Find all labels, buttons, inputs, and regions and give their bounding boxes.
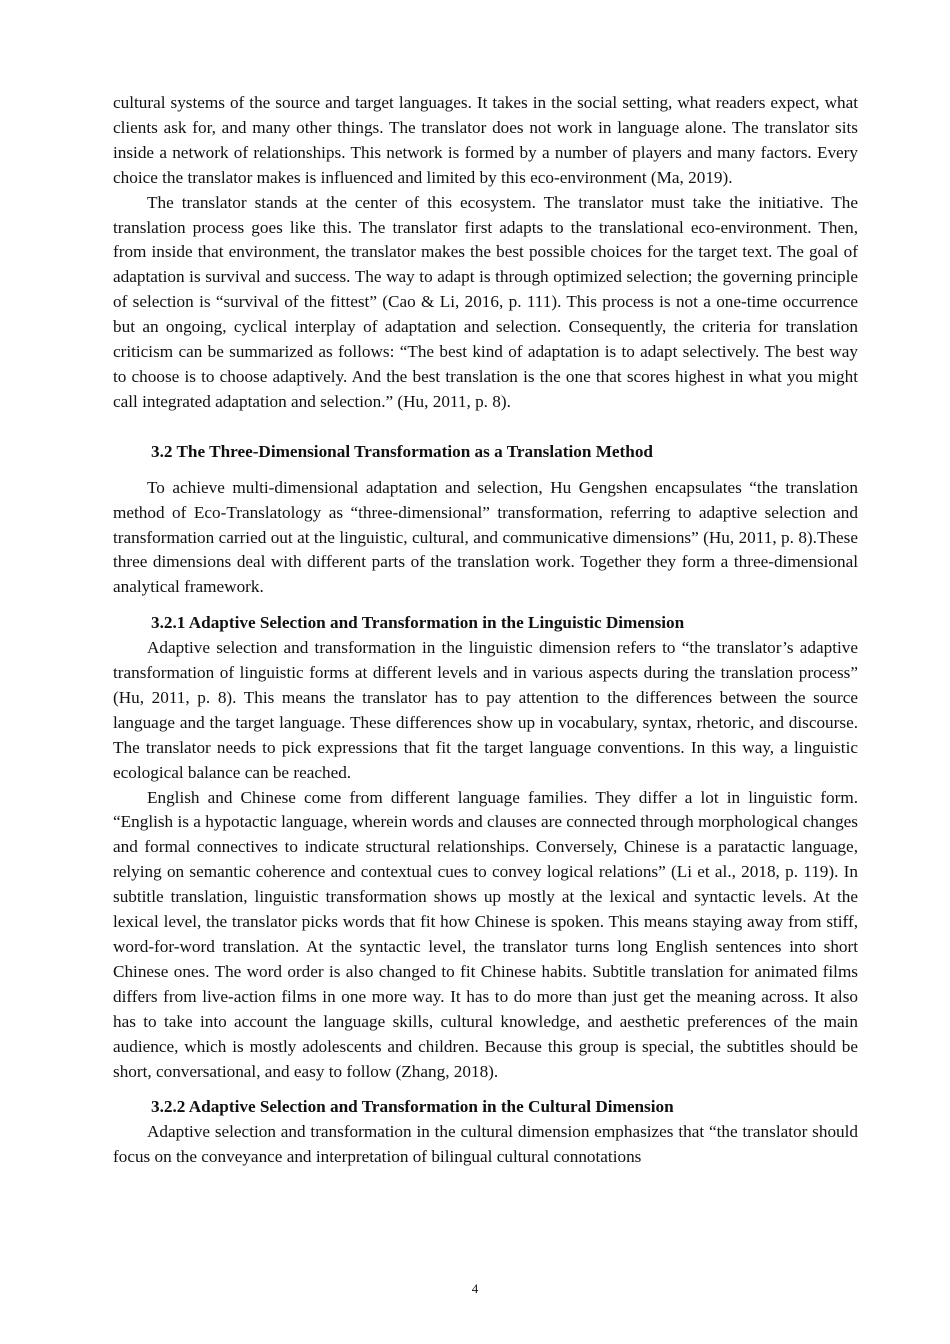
spacer (113, 465, 858, 476)
paragraph-cultural-dimension: Adaptive selection and transformation in the cultural dimension emphasizes that “the translator should focus on the conveyance and interpretation of bilingual cultural connotations (113, 1122, 858, 1167)
paragraph-three-dimensional: To achieve multi-dimensional adaptation and selection, Hu Gengshen encapsulates “the translation method of Eco-Translatology as “three-dimensional” transformation, referring to adaptive selection and transformation carried out at the linguistic, cultural, and communicative dimensions” (Hu, 2011, p. 8).These three dimensions deal with different parts of the translation work. Together they form a three-dimensional analytical framework. (113, 477, 858, 597)
section-heading-3-2: 3.2 The Three-Dimensional Transformation as a Translation Method (151, 441, 653, 461)
paragraph-linguistic-dimension: Adaptive selection and transformation in the linguistic dimension refers to “the translator’s adaptive transformation of linguistic forms at different levels and in various aspects during the translation process” (Hu, 2011, p. 8). This means the translator has to pay attention to the differences between the source language and the target language. These differences show up in vocabulary, syntax, rhetoric, and discourse. The translator needs to pick expressions that fit the target language conventions. In this way, a linguistic ecological balance can be reached. (113, 638, 858, 782)
spacer (113, 1084, 858, 1095)
section-heading-3-2-2: 3.2.2 Adaptive Selection and Transformation in the Cultural Dimension (151, 1097, 674, 1117)
paragraph-english-chinese: English and Chinese come from different language families. They differ a lot in linguistic form. “English is a hypotactic language, wherein words and clauses are connected through morphological changes and formal connectives to indicate structural relationships. Conversely, Chinese is a paratactic language, relying on semantic coherence and contextual cues to convey logical relations” (Li et al., 2018, p. 119). In subtitle translation, linguistic transformation shows up mostly at the lexical and syntactic levels. At the lexical level, the translator picks words that fit how Chinese is spoken. This means staying away from stiff, word-for-word translation. At the syntactic level, the translator turns long English sentences into short Chinese ones. The word order is also changed to fit Chinese habits. Subtitle translation for animated films differs from live-action films in one more way. It has to do more than just get the meaning across. It also has to take into account the language skills, cultural knowledge, and aesthetic preferences of the main audience, which is mostly adolescents and children. Because this group is special, the subtitles should be short, conversational, and easy to follow (Zhang, 2018). (113, 787, 858, 1081)
spacer (113, 600, 858, 611)
spacer (113, 415, 858, 440)
page-number: 4 (471, 1281, 479, 1296)
paragraph-eco-environment: cultural systems of the source and target languages. It takes in the social setting, what readers expect, what clients ask for, and many other things. The translator does not work in language alone. The translator sits inside a network of relationships. This network is formed by a number of players and many factors. Every choice the translator makes is influenced and limited by this eco-environment (Ma, 2019). (113, 93, 858, 187)
section-heading-3-2-1: 3.2.1 Adaptive Selection and Transformation in the Linguistic Dimension (151, 613, 685, 633)
paragraph-translator-center: The translator stands at the center of this ecosystem. The translator must take the initiative. The translation process goes like this. The translator first adapts to the translational eco-environment. Then, from inside that environment, the translator makes the best possible choices for the target text. The goal of adaptation is survival and success. The way to adapt is through optimized selection; the governing principle of selection is “survival of the fittest” (Cao & Li, 2016, p. 111). This process is not a one-time occurrence but an ongoing, cyclical interplay of adaptation and selection. Consequently, the criteria for translation criticism can be summarized as follows: “The best kind of adaptation is to adapt selectively. The best way to choose is to choose adaptively. And the best translation is the one that scores highest in what you might call integrated adaptation and selection.” (Hu, 2011, p. 8). (113, 192, 858, 411)
page-content (113, 91, 858, 1170)
